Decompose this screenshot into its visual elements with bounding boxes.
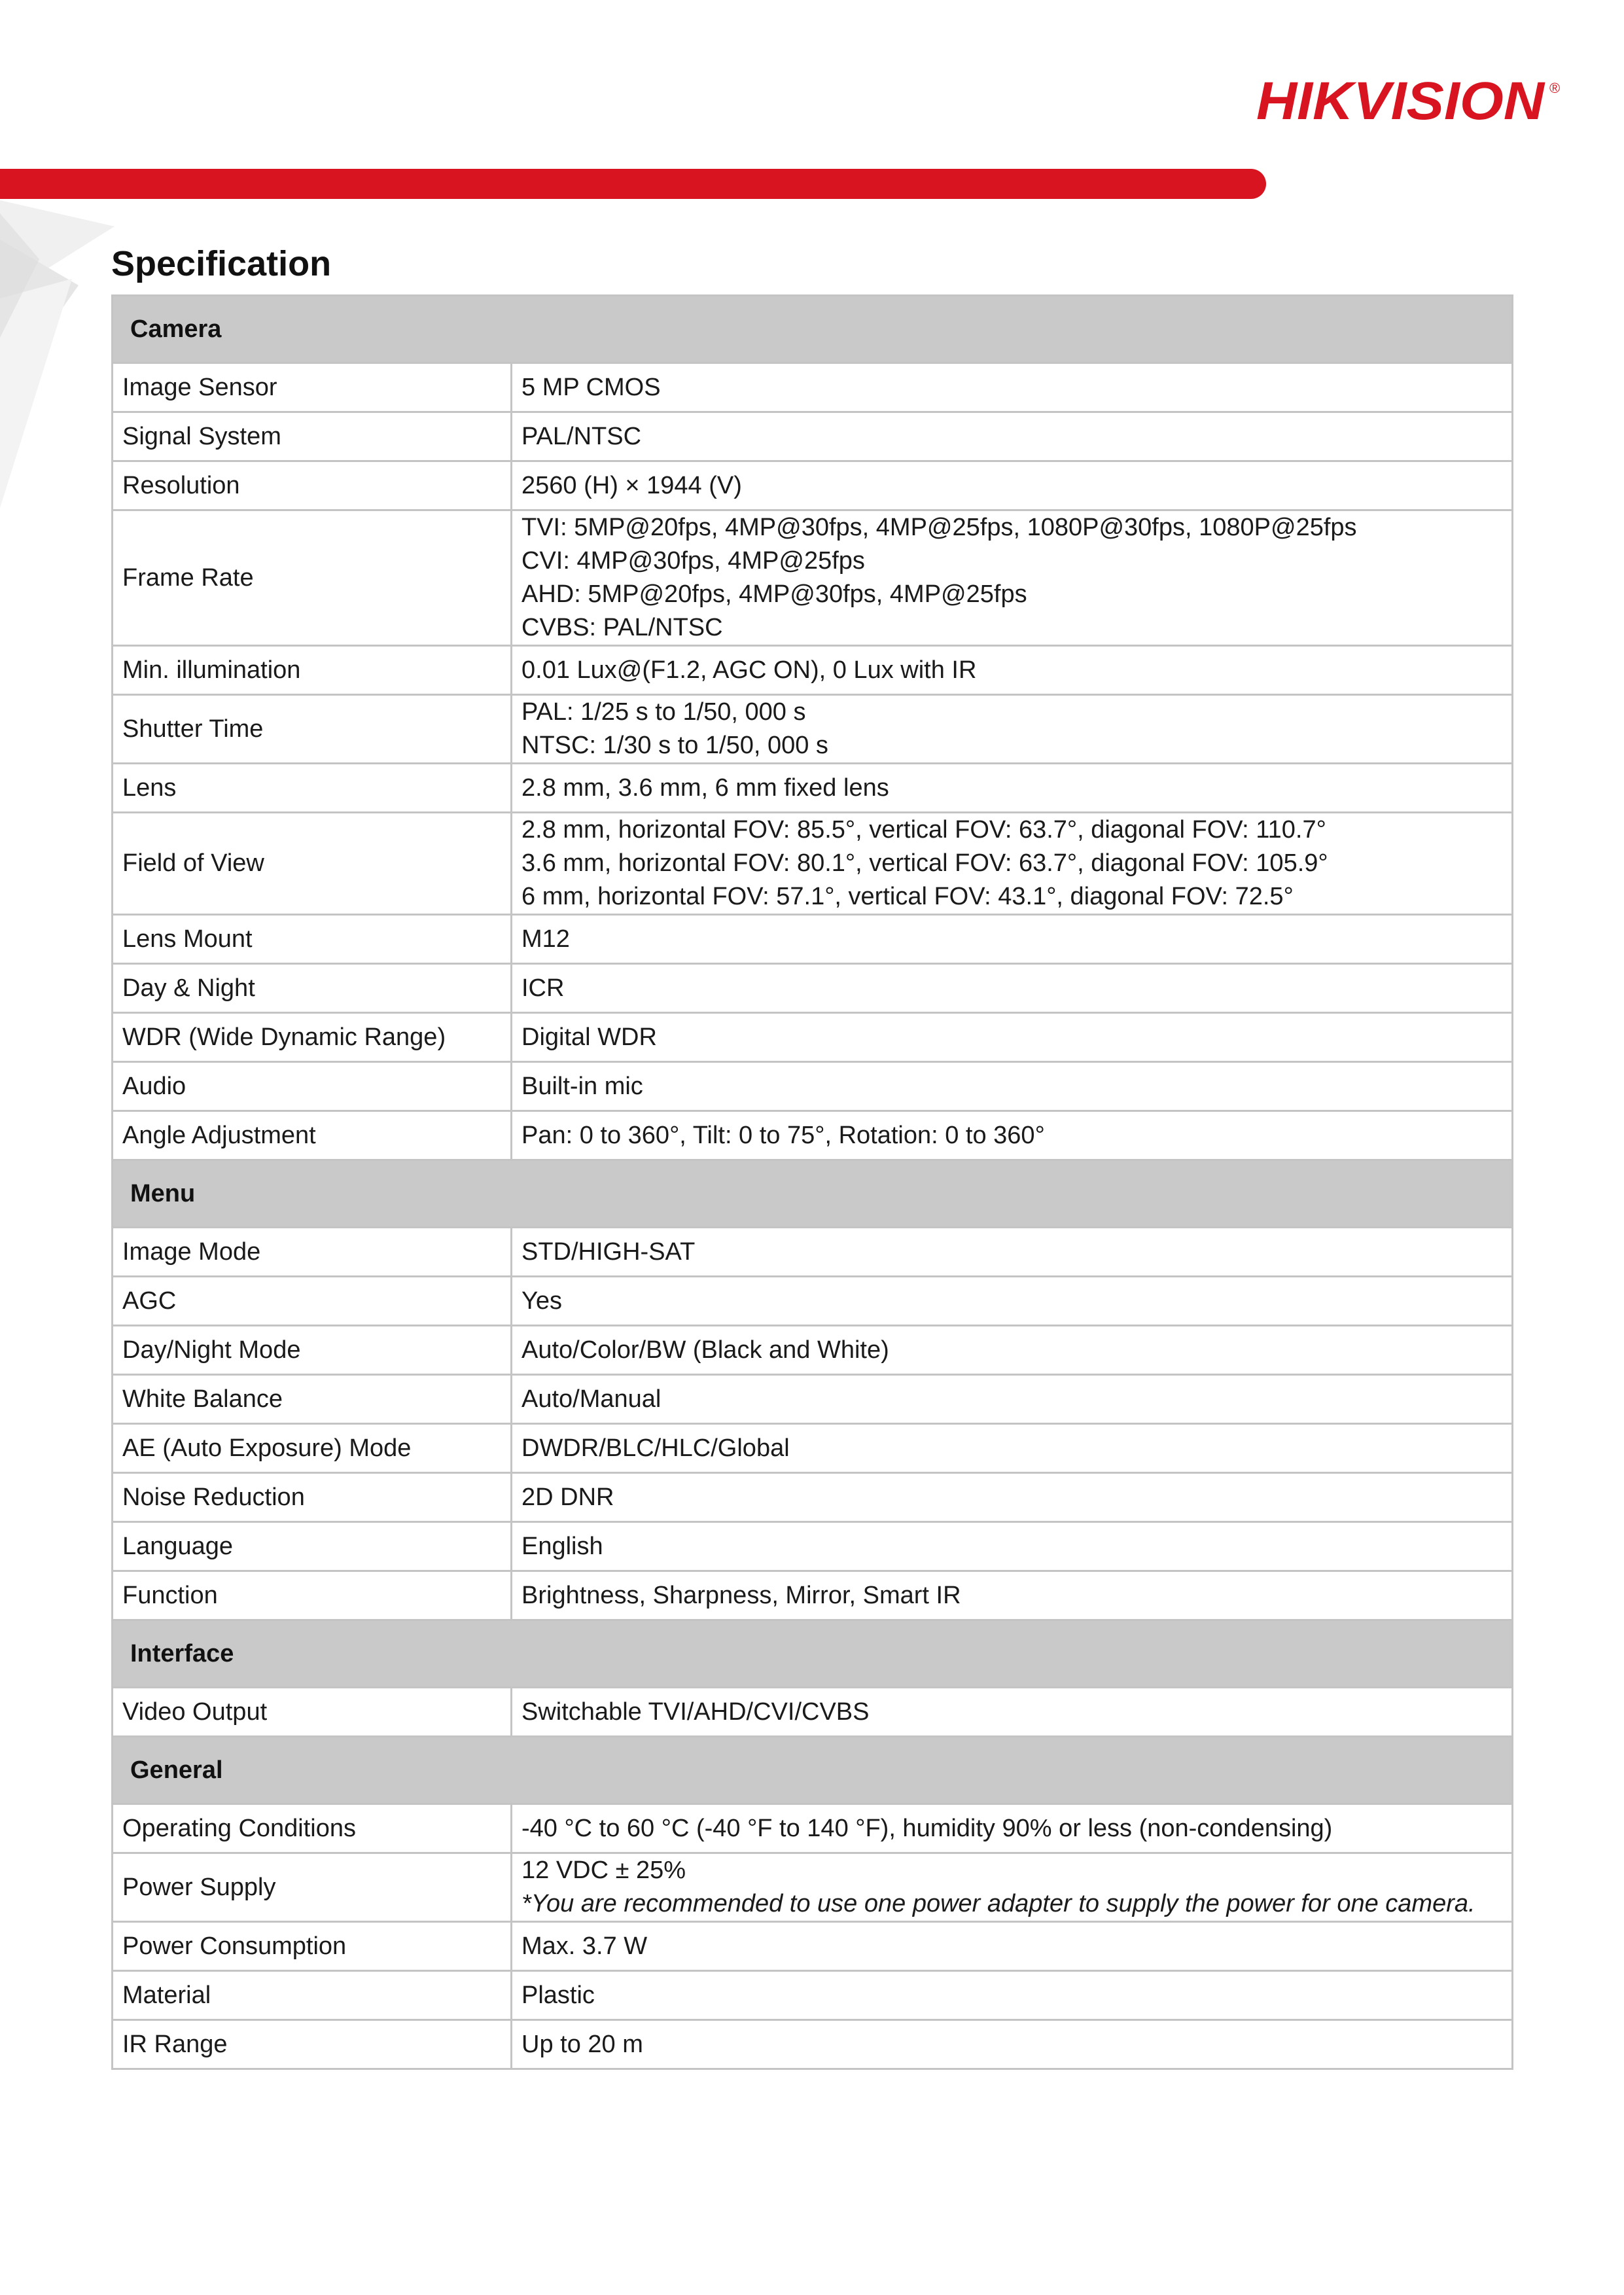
section-header-menu: [113, 1160, 1513, 1228]
spec-label: Image Mode: [113, 1228, 512, 1277]
spec-value: [512, 1375, 1513, 1424]
section-title: Camera: [113, 296, 1513, 363]
table-row: [113, 1853, 1513, 1922]
spec-label: AGC: [113, 1277, 512, 1326]
spec-value: [512, 764, 1513, 813]
spec-label: Resolution: [113, 461, 512, 510]
spec-label: White Balance: [113, 1375, 512, 1424]
spec-label: Angle Adjustment: [113, 1111, 512, 1160]
table-row: [113, 363, 1513, 412]
spec-value-line: 6 mm, horizontal FOV: 57.1°, vertical FOV: 43.1°, diagonal FOV: 72.5°: [521, 883, 1294, 910]
table-row: [113, 2020, 1513, 2069]
spec-label: Power Supply: [113, 1853, 512, 1922]
spec-value-line: STD/HIGH-SAT: [521, 1237, 696, 1266]
spec-value-line: DWDR/BLC/HLC/Global: [521, 1434, 790, 1462]
spec-label: Field of View: [113, 813, 512, 915]
spec-value-line: 2560 (H) × 1944 (V): [521, 471, 742, 499]
table-row: [113, 1111, 1513, 1160]
table-row: [113, 1804, 1513, 1853]
spec-label: Signal System: [113, 412, 512, 461]
spec-value-line: Built-in mic: [521, 1072, 643, 1100]
spec-value: [512, 813, 1513, 915]
spec-label: IR Range: [113, 2020, 512, 2069]
spec-value: [512, 1571, 1513, 1620]
spec-label: Noise Reduction: [113, 1473, 512, 1522]
table-row: [113, 1473, 1513, 1522]
spec-value-line: 2D DNR: [521, 1483, 614, 1511]
spec-value-line: CVI: 4MP@30fps, 4MP@25fps: [521, 547, 865, 575]
table-row: [113, 813, 1513, 915]
table-row: [113, 1571, 1513, 1620]
table-row: [113, 461, 1513, 510]
table-row: [113, 915, 1513, 964]
spec-value-line: CVBS: PAL/NTSC: [521, 614, 723, 641]
spec-label: Function: [113, 1571, 512, 1620]
spec-label: Image Sensor: [113, 363, 512, 412]
spec-label: Shutter Time: [113, 695, 512, 764]
spec-label: Audio: [113, 1062, 512, 1111]
spec-value-line: English: [521, 1532, 603, 1560]
spec-value: [512, 646, 1513, 695]
spec-value: [512, 1522, 1513, 1571]
spec-value-line: Digital WDR: [521, 1023, 657, 1051]
spec-value-line: ICR: [521, 974, 565, 1002]
spec-label: Material: [113, 1971, 512, 2020]
spec-table: [111, 294, 1513, 2070]
table-row: [113, 1277, 1513, 1326]
section-title: Interface: [113, 1620, 1513, 1688]
spec-value-line: Yes: [521, 1287, 562, 1315]
spec-label: Video Output: [113, 1688, 512, 1737]
table-row: [113, 1522, 1513, 1571]
spec-value-line: NTSC: 1/30 s to 1/50, 000 s: [521, 732, 828, 759]
spec-label: Lens: [113, 764, 512, 813]
section-header-interface: [113, 1620, 1513, 1688]
svg-text:®: ®: [1549, 80, 1561, 96]
svg-text:HIKVISION: HIKVISION: [1256, 73, 1545, 129]
spec-label: Day/Night Mode: [113, 1326, 512, 1375]
table-row: [113, 1375, 1513, 1424]
spec-label: Frame Rate: [113, 510, 512, 646]
spec-value-line: Auto/Manual: [521, 1385, 662, 1413]
spec-value: [512, 964, 1513, 1013]
table-row: [113, 1922, 1513, 1971]
table-row: [113, 646, 1513, 695]
spec-value-line: Switchable TVI/AHD/CVI/CVBS: [521, 1698, 870, 1726]
spec-label: Lens Mount: [113, 915, 512, 964]
spec-value-line: Max. 3.7 W: [521, 1932, 648, 1960]
spec-value-line: Pan: 0 to 360°, Tilt: 0 to 75°, Rotation: 0 to 360°: [521, 1121, 1045, 1149]
spec-value: [512, 1277, 1513, 1326]
spec-value: [512, 1473, 1513, 1522]
spec-value-line: Brightness, Sharpness, Mirror, Smart IR: [521, 1581, 961, 1609]
spec-value: [512, 510, 1513, 646]
spec-value: [512, 1804, 1513, 1853]
spec-value: [512, 2020, 1513, 2069]
spec-value-line: 2.8 mm, 3.6 mm, 6 mm fixed lens: [521, 774, 889, 802]
spec-label: Operating Conditions: [113, 1804, 512, 1853]
spec-value: [512, 1062, 1513, 1111]
table-row: [113, 1971, 1513, 2020]
table-row: [113, 964, 1513, 1013]
spec-value-line: PAL/NTSC: [521, 422, 642, 450]
spec-label: Day & Night: [113, 964, 512, 1013]
section-title: General: [113, 1737, 1513, 1804]
section-header-general: [113, 1737, 1513, 1804]
spec-label: Power Consumption: [113, 1922, 512, 1971]
spec-value: [512, 1688, 1513, 1737]
section-title: Menu: [113, 1160, 1513, 1228]
table-row: [113, 1326, 1513, 1375]
spec-label: Min. illumination: [113, 646, 512, 695]
table-row: [113, 1013, 1513, 1062]
spec-value-line: Plastic: [521, 1981, 595, 2009]
spec-value: [512, 1326, 1513, 1375]
page-title: Specification: [111, 244, 332, 283]
spec-label: WDR (Wide Dynamic Range): [113, 1013, 512, 1062]
spec-value: [512, 412, 1513, 461]
table-row: [113, 412, 1513, 461]
spec-value-line: M12: [521, 925, 570, 953]
spec-value-line: AHD: 5MP@20fps, 4MP@30fps, 4MP@25fps: [521, 580, 1027, 608]
hikvision-logo: [1256, 73, 1564, 129]
spec-value: [512, 461, 1513, 510]
spec-value-line: 3.6 mm, horizontal FOV: 80.1°, vertical FOV: 63.7°, diagonal FOV: 105.9°: [521, 849, 1328, 877]
spec-value: [512, 1111, 1513, 1160]
header-red-bar: [0, 169, 1266, 199]
spec-value-line: 5 MP CMOS: [521, 373, 661, 401]
spec-value-line: -40 °C to 60 °C (-40 °F to 140 °F), humidity 90% or less (non-condensing): [521, 1814, 1333, 1842]
spec-value: [512, 1424, 1513, 1473]
table-row: [113, 1228, 1513, 1277]
spec-value: [512, 915, 1513, 964]
table-row: [113, 510, 1513, 646]
spec-value: [512, 1228, 1513, 1277]
spec-value-line: PAL: 1/25 s to 1/50, 000 s: [521, 698, 806, 726]
table-row: [113, 1424, 1513, 1473]
table-row: [113, 1062, 1513, 1111]
spec-label: Language: [113, 1522, 512, 1571]
hikvision-logo-mark: [1256, 73, 1564, 129]
spec-value-line: Auto/Color/BW (Black and White): [521, 1336, 889, 1364]
spec-value: [512, 1971, 1513, 2020]
spec-value: [512, 1853, 1513, 1922]
spec-value: [512, 1922, 1513, 1971]
spec-label: AE (Auto Exposure) Mode: [113, 1424, 512, 1473]
spec-value: [512, 1013, 1513, 1062]
decorative-triangles: [0, 200, 124, 527]
spec-value: [512, 363, 1513, 412]
spec-value-line: TVI: 5MP@20fps, 4MP@30fps, 4MP@25fps, 1080P@30fps, 1080P@25fps: [521, 514, 1357, 541]
table-row: [113, 764, 1513, 813]
spec-value: [512, 695, 1513, 764]
spec-value-line: 12 VDC ± 25%: [521, 1857, 686, 1884]
section-header-camera: [113, 296, 1513, 363]
table-row: [113, 1688, 1513, 1737]
spec-value-line: 2.8 mm, horizontal FOV: 85.5°, vertical FOV: 63.7°, diagonal FOV: 110.7°: [521, 816, 1326, 844]
spec-value-note: *You are recommended to use one power adapter to supply the power for one camera.: [521, 1890, 1475, 1917]
spec-value-line: 0.01 Lux@(F1.2, AGC ON), 0 Lux with IR: [521, 656, 977, 684]
table-row: [113, 695, 1513, 764]
spec-value-line: Up to 20 m: [521, 2030, 643, 2058]
